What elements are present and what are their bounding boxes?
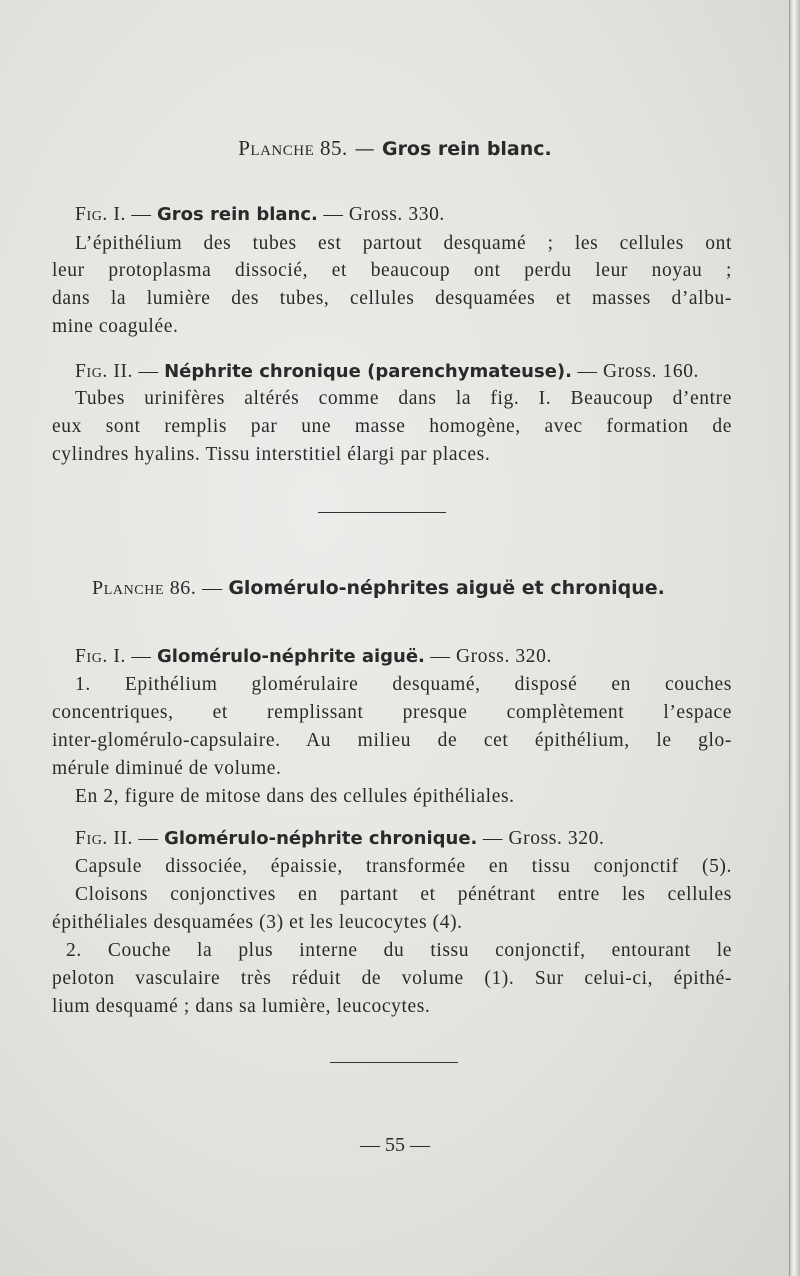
fig-dash: —	[131, 646, 152, 667]
fig-title: Glomérulo-néphrite aiguë.	[157, 646, 425, 667]
fig-85-2-heading	[75, 362, 699, 382]
text-line: Capsule dissociée, épaissie, transformée en tissu conjonctif (5).	[75, 856, 732, 877]
text-line: lium desquamé ; dans sa lumière, leucocytes.	[52, 996, 431, 1017]
fig-dash: —	[138, 828, 159, 849]
section-divider	[330, 1062, 458, 1063]
text-line: inter-glomérulo-capsulaire. Au milieu de cet épithélium, le glo-	[52, 730, 732, 751]
text-line: épithéliales desquamées (3) et les leucocytes (4).	[52, 912, 463, 933]
page-edge	[789, 0, 800, 1276]
fig-gross: — Gross. 160.	[577, 361, 700, 382]
fig-86-1-heading	[75, 647, 552, 667]
text-line: Tubes urinifères altérés comme dans la fig. I. Beaucoup d’entre	[75, 388, 732, 409]
fig-title: Gros rein blanc.	[157, 204, 318, 225]
text-line: Cloisons conjonctives en partant et pénétrant entre les cellules	[75, 884, 732, 905]
text-line: cylindres hyalins. Tissu interstitiel élargi par places.	[52, 444, 491, 465]
text-line: dans la lumière des tubes, cellules desquamées et masses d’albu-	[52, 288, 732, 309]
fig-title: Néphrite chronique (parenchymateuse).	[164, 361, 572, 382]
fig-gross: — Gross. 330.	[323, 204, 445, 225]
plate-86-heading	[92, 578, 665, 598]
text-line: leur protoplasma dissocié, et beaucoup ont perdu leur noyau ;	[52, 260, 732, 281]
fig-label: Fig. I.	[75, 204, 126, 225]
text-line: En 2, figure de mitose dans des cellules épithéliales.	[75, 786, 515, 807]
text-line: 1. Epithélium glomérulaire desquamé, disposé en couches	[75, 674, 732, 695]
fig-gross: — Gross. 320.	[482, 828, 605, 849]
fig-dash: —	[131, 204, 152, 225]
text-line: mine coagulée.	[52, 316, 179, 337]
fig-label: Fig. I.	[75, 646, 126, 667]
text-line: eux sont remplis par une masse homogène, avec formation de	[52, 416, 732, 437]
plate-85-dash: —	[354, 136, 376, 160]
fig-gross: — Gross. 320.	[430, 646, 552, 667]
fig-86-2-heading	[75, 829, 604, 849]
text-line: concentriques, et remplissant presque complètement l’espace	[52, 702, 732, 723]
plate-85-label: Planche 85.	[238, 136, 348, 160]
fig-title: Glomérulo-néphrite chronique.	[164, 828, 478, 849]
page-number: — 55 —	[360, 1134, 430, 1156]
plate-85-title: Gros rein blanc.	[381, 138, 552, 160]
fig-label: Fig. II.	[75, 828, 134, 849]
text-line: peloton vasculaire très réduit de volume (1). Sur celui-ci, épithé-	[52, 968, 732, 989]
plate-86-label: Planche 86.	[92, 577, 197, 599]
plate-85-heading	[0, 136, 790, 161]
fig-85-1-heading	[75, 205, 445, 225]
text-line: mérule diminué de volume.	[52, 758, 282, 779]
text-line: 2. Couche la plus interne du tissu conjonctif, entourant le	[66, 940, 732, 961]
plate-86-dash: —	[202, 577, 223, 599]
fig-label: Fig. II.	[75, 361, 134, 382]
plate-86-title: Glomérulo-néphrites aiguë et chronique.	[228, 577, 665, 599]
text-line: L’épithélium des tubes est partout desquamé ; les cellules ont	[75, 233, 732, 254]
section-divider	[318, 512, 446, 513]
fig-dash: —	[138, 361, 159, 382]
